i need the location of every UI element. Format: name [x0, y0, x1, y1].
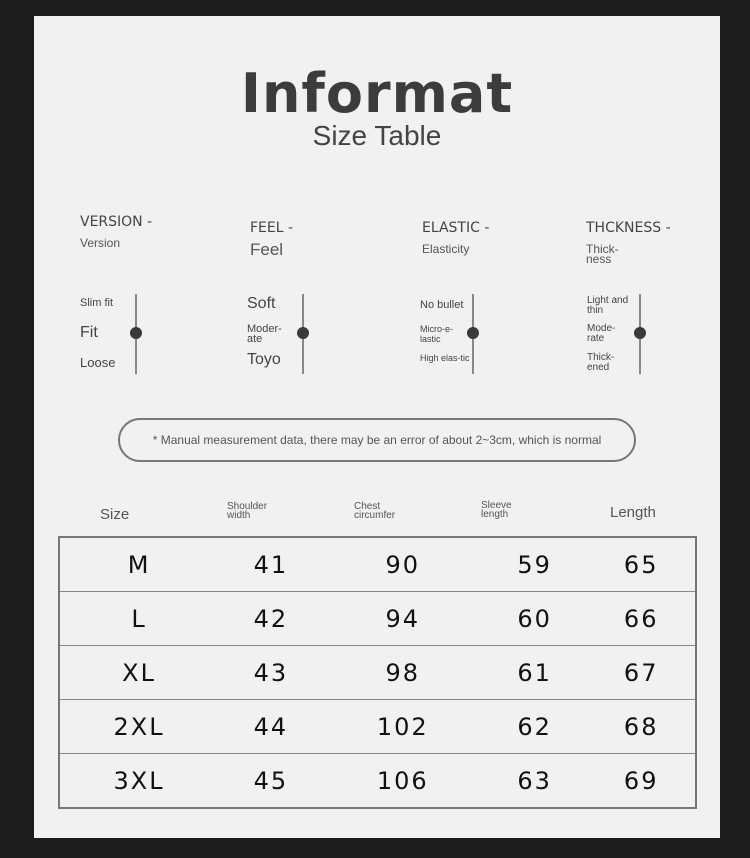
page-title: Informat	[240, 62, 514, 125]
table-cell: 106	[324, 754, 482, 809]
page-subtitle: Size Table	[312, 120, 442, 151]
table-cell: L	[59, 592, 218, 646]
col-head-shoulder: Shoulder width	[227, 501, 268, 521]
scale-feel	[247, 294, 377, 374]
table-cell: 41	[253, 550, 289, 579]
attr-feel	[250, 220, 400, 258]
attr-thickness-sub: Thick-ness	[586, 242, 619, 266]
attr-version	[80, 214, 230, 248]
col-head-chest: Chest circumfer	[354, 501, 396, 521]
col-head-length: Length	[610, 504, 656, 521]
scale-version-bottom: Loose	[80, 355, 116, 370]
table-row	[59, 537, 696, 592]
scale-elastic-indicator	[467, 327, 479, 339]
scale-thickness	[587, 294, 717, 374]
table-row	[59, 646, 696, 700]
scale-thickness-top: Light and thin	[587, 295, 629, 316]
table-cell: 62	[482, 700, 588, 754]
scale-thickness-mid: Mode-rate	[587, 323, 616, 344]
attr-elastic	[422, 220, 572, 254]
table-cell: 44	[218, 700, 324, 754]
table-cell: 63	[482, 754, 588, 809]
scale-feel-top: Soft	[247, 295, 276, 312]
table-cell: 67	[587, 646, 696, 700]
col-head-size: Size	[100, 506, 130, 523]
scale-feel-bottom: Toyo	[247, 351, 281, 368]
table-cell: 94	[324, 592, 482, 646]
scale-elastic-bottom: High elas-tic	[420, 353, 470, 363]
size-table	[58, 536, 697, 809]
scale-thickness-bottom: Thick-ened	[587, 352, 615, 373]
table-cell: 60	[482, 592, 588, 646]
table-cell: 90	[385, 550, 421, 579]
table-cell: 43	[218, 646, 324, 700]
scale-version-top: Slim fit	[80, 297, 113, 309]
attr-feel-sub: Feel	[250, 240, 284, 259]
table-cell: 2XL	[59, 700, 218, 754]
attr-version-sub: Version	[80, 236, 121, 250]
table-cell: XL	[59, 646, 218, 700]
scale-version	[80, 294, 210, 374]
scale-version-mid: Fit	[80, 324, 98, 341]
table-cell: 42	[218, 592, 324, 646]
table-cell: 98	[324, 646, 482, 700]
measurement-note: * Manual measurement data, there may be an error of about 2~3cm, which is normal	[118, 418, 636, 462]
table-row	[59, 592, 696, 646]
scale-elastic-top: No bullet	[420, 299, 464, 311]
table-row	[59, 700, 696, 754]
table-row	[59, 754, 696, 809]
attr-elastic-head: ELASTIC -	[422, 220, 490, 236]
scale-elastic-mid: Micro-e-lastic	[420, 324, 453, 344]
scale-feel-mid: Moder-ate	[247, 323, 282, 345]
table-cell: 69	[587, 754, 696, 809]
scale-elastic	[420, 294, 550, 374]
scale-thickness-indicator	[634, 327, 646, 339]
attr-feel-head: FEEL -	[250, 220, 294, 236]
table-cell: 102	[324, 700, 482, 754]
col-head-sleeve: Sleeve length	[481, 500, 512, 520]
table-cell: M	[127, 550, 151, 579]
table-cell: 61	[482, 646, 588, 700]
table-cell: 45	[218, 754, 324, 809]
attr-elastic-sub: Elasticity	[422, 242, 470, 256]
table-cell: 59	[517, 550, 552, 579]
attr-version-head: VERSION -	[80, 214, 153, 230]
table-cell: 3XL	[59, 754, 218, 809]
attr-thickness	[586, 220, 736, 264]
table-cell: 68	[587, 700, 696, 754]
table-cell: 66	[587, 592, 696, 646]
scale-feel-indicator	[297, 327, 309, 339]
size-info-card	[34, 16, 720, 838]
attr-thickness-head: THCKNESS -	[586, 220, 671, 236]
table-cell: 65	[623, 550, 659, 579]
scale-version-indicator	[130, 327, 142, 339]
